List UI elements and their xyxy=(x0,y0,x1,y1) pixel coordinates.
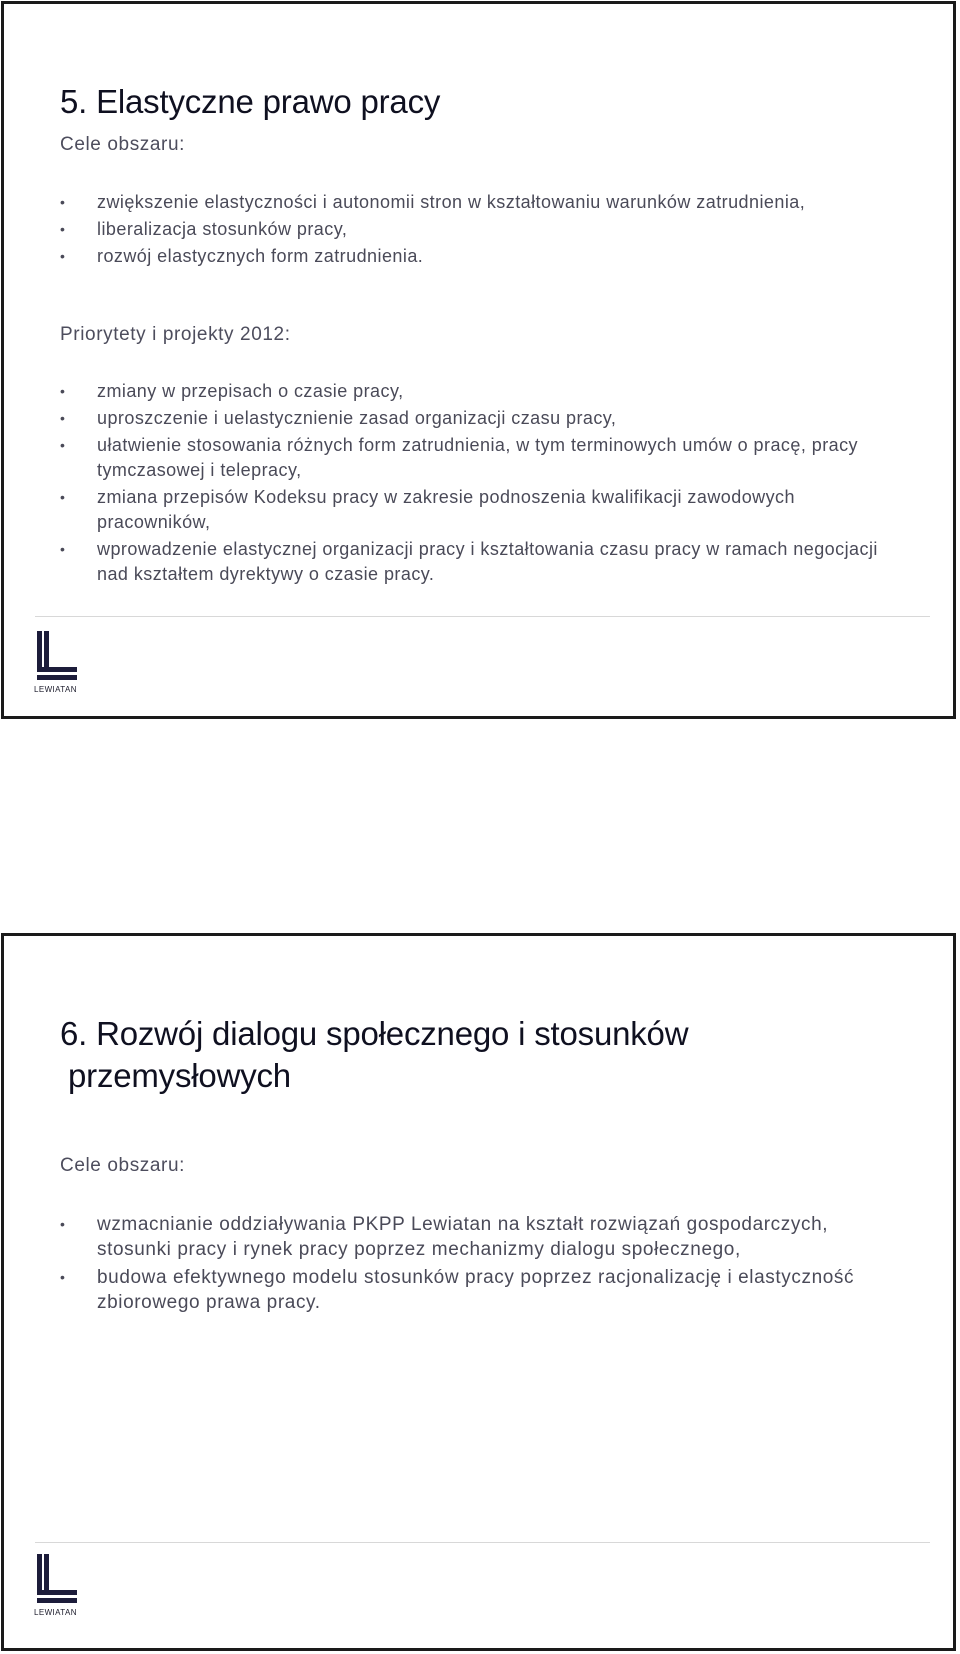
lewiatan-logo xyxy=(34,631,84,697)
list-item-text: budowa efektywnego modelu stosunków pracy poprzez racjonalizację i elastyczność zbiorowego prawa pracy. xyxy=(97,1267,855,1313)
list-item xyxy=(60,379,900,404)
priorities-label: Priorytety i projekty 2012: xyxy=(60,324,291,345)
goals-list xyxy=(60,1212,900,1318)
slide-title-line1: 6. Rozwój dialogu społecznego i stosunków xyxy=(60,1015,689,1052)
list-item xyxy=(60,1212,900,1262)
list-item xyxy=(60,485,900,535)
bullet-icon: • xyxy=(60,383,66,399)
list-item-text: zwiększenie elastyczności i autonomii stron w kształtowaniu warunków zatrudnienia, xyxy=(97,192,806,212)
list-item xyxy=(60,1265,900,1315)
logo-text: LEWIATAN xyxy=(34,1608,77,1617)
slide-title-line2: przemysłowych xyxy=(68,1057,291,1094)
slide-rozwoj-dialogu xyxy=(1,933,956,1651)
bullet-icon: • xyxy=(60,1216,66,1232)
bullet-icon: • xyxy=(60,410,66,426)
list-item xyxy=(60,244,900,269)
bullet-icon: • xyxy=(60,194,66,210)
lewiatan-logo-icon xyxy=(34,631,80,681)
goals-label: Cele obszaru: xyxy=(60,134,186,155)
list-item-text: ułatwienie stosowania różnych form zatrudnienia, w tym terminowych umów o pracę, pracy tymczasowej i telepracy, xyxy=(97,435,859,480)
list-item xyxy=(60,190,900,215)
lewiatan-logo xyxy=(34,1554,84,1620)
bullet-icon: • xyxy=(60,541,66,557)
divider xyxy=(35,1542,930,1543)
slide-title: 5. Elastyczne prawo pracy xyxy=(60,83,441,120)
list-item-text: liberalizacja stosunków pracy, xyxy=(97,219,348,239)
lewiatan-logo-icon xyxy=(34,1554,80,1604)
slide-elastyczne-prawo-pracy xyxy=(1,1,956,719)
list-item xyxy=(60,217,900,242)
list-item-text: wprowadzenie elastycznej organizacji pracy i kształtowania czasu pracy w ramach negocjacji nad kształtem dyrektywy o czasie pracy. xyxy=(97,539,878,584)
bullet-icon: • xyxy=(60,248,66,264)
goals-label: Cele obszaru: xyxy=(60,1155,186,1176)
list-item-text: zmiany w przepisach o czasie pracy, xyxy=(97,381,404,401)
bullet-icon: • xyxy=(60,437,66,453)
bullet-icon: • xyxy=(60,221,66,237)
bullet-icon: • xyxy=(60,489,66,505)
bullet-icon: • xyxy=(60,1269,66,1285)
list-item-text: uproszczenie i uelastycznienie zasad organizacji czasu pracy, xyxy=(97,408,617,428)
logo-text: LEWIATAN xyxy=(34,685,77,694)
list-item xyxy=(60,537,900,587)
divider xyxy=(35,616,930,617)
slide-title xyxy=(60,1013,688,1097)
list-item xyxy=(60,433,900,483)
list-item-text: zmiana przepisów Kodeksu pracy w zakresie podnoszenia kwalifikacji zawodowych pracowników, xyxy=(97,487,795,532)
list-item-text: rozwój elastycznych form zatrudnienia. xyxy=(97,246,424,266)
priorities-list xyxy=(60,379,900,589)
list-item xyxy=(60,406,900,431)
list-item-text: wzmacnianie oddziaływania PKPP Lewiatan na kształt rozwiązań gospodarczych, stosunki pracy i rynek pracy poprzez mechanizmy dialogu społecznego, xyxy=(97,1214,829,1260)
goals-list xyxy=(60,190,900,271)
